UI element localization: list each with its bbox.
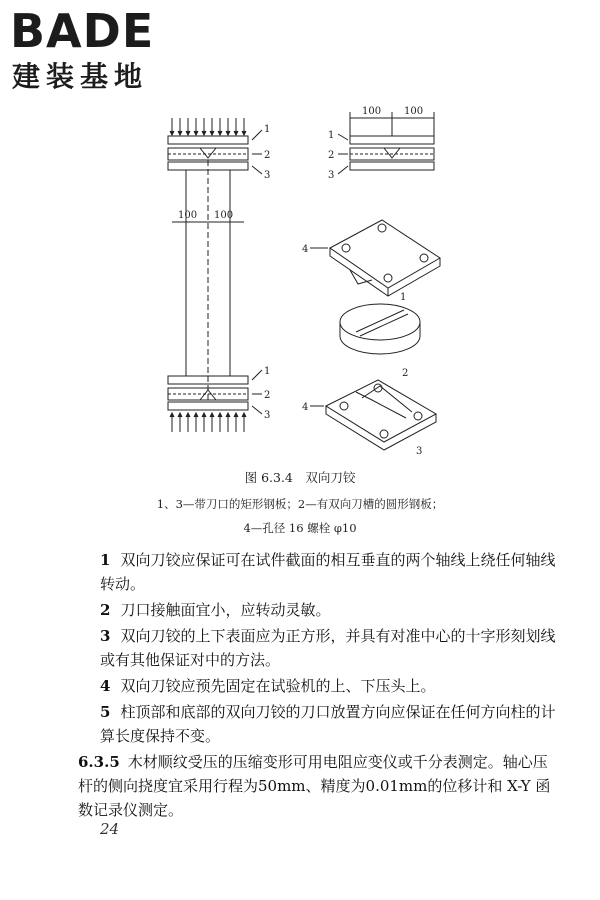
top-plate-1 <box>168 136 248 144</box>
iso-plate-1 <box>302 220 440 303</box>
list-item-4-text: 双向刀铰应预先固定在试验机的上、下压头上。 <box>120 677 436 695</box>
label-2-bottom: 2 <box>264 390 271 401</box>
dim-left-2: 100 <box>214 210 234 221</box>
list-item-1 <box>100 548 560 596</box>
bade-logo <box>10 6 180 98</box>
list-item-2 <box>100 598 560 622</box>
logo-subtitle: 建装基地 <box>12 60 149 93</box>
dim-top-2: 100 <box>404 106 424 117</box>
list-item-1-text: 双向刀铰应保证可在试件截面的相互垂直的两个轴线上绕任何轴线转动。 <box>100 551 556 593</box>
list-item-1-number: 1 <box>100 551 111 569</box>
label-2-iso: 2 <box>402 368 409 379</box>
section-number: 6.3.5 <box>78 753 120 771</box>
page-number: 24 <box>100 820 120 838</box>
label-3-bottom: 3 <box>264 410 271 421</box>
double-knife-hinge-figure <box>150 100 450 462</box>
label-1-iso: 1 <box>400 292 407 303</box>
list-item-5 <box>100 700 560 748</box>
label-3-iso: 3 <box>416 446 423 457</box>
iso-disc-2 <box>340 304 420 379</box>
figure-legend-line1: 1、3—带刀口的矩形钢板；2—有双向刀槽的圆形钢板； <box>156 497 444 511</box>
figure-title: 图 6.3.4 双向刀铰 <box>244 470 356 485</box>
list-item-4-number: 4 <box>100 677 111 695</box>
label-4-upper: 4 <box>302 244 309 255</box>
list-item-5-text: 柱顶部和底部的双向刀铰的刀口放置方向应保证在任何方向柱的计算长度保持不变。 <box>100 703 556 745</box>
list-item-5-number: 5 <box>100 703 111 721</box>
label-3-top: 3 <box>264 170 271 181</box>
dim-left-1: 100 <box>178 210 198 221</box>
bottom-plate-3 <box>168 402 248 410</box>
bottom-load-arrows <box>170 413 246 432</box>
list-item-3-text: 双向刀铰的上下表面应为正方形，并具有对准中心的十字形刻划线或有其他保证对中的方法。 <box>100 627 556 669</box>
logo-brand-text: BADE <box>10 4 155 58</box>
label-3-side: 3 <box>328 170 335 181</box>
list-item-4 <box>100 674 560 698</box>
label-1-side: 1 <box>328 130 335 141</box>
label-2-side: 2 <box>328 150 335 161</box>
section-text: 木材顺纹受压的压缩变形可用电阻应变仪或千分表测定。轴心压杆的侧向挠度宜采用行程为50mm、精度为0.01mm的位移计和 X-Y 函数记录仪测定。 <box>78 753 551 819</box>
figure-legend-line2: 4—孔径 16 螺栓 φ10 <box>243 521 357 535</box>
list-item-2-text: 刀口接触面宜小，应转动灵敏。 <box>120 601 331 619</box>
top-load-arrows <box>170 118 246 135</box>
list-item-3 <box>100 624 560 672</box>
section-6-3-5 <box>78 750 560 822</box>
dim-top-1: 100 <box>362 106 382 117</box>
label-4-lower: 4 <box>302 402 309 413</box>
iso-plate-3 <box>302 380 436 457</box>
label-2-top: 2 <box>264 150 271 161</box>
label-1-bottom: 1 <box>264 366 271 377</box>
list-item-2-number: 2 <box>100 601 111 619</box>
list-item-3-number: 3 <box>100 627 111 645</box>
label-1-top: 1 <box>264 124 271 135</box>
